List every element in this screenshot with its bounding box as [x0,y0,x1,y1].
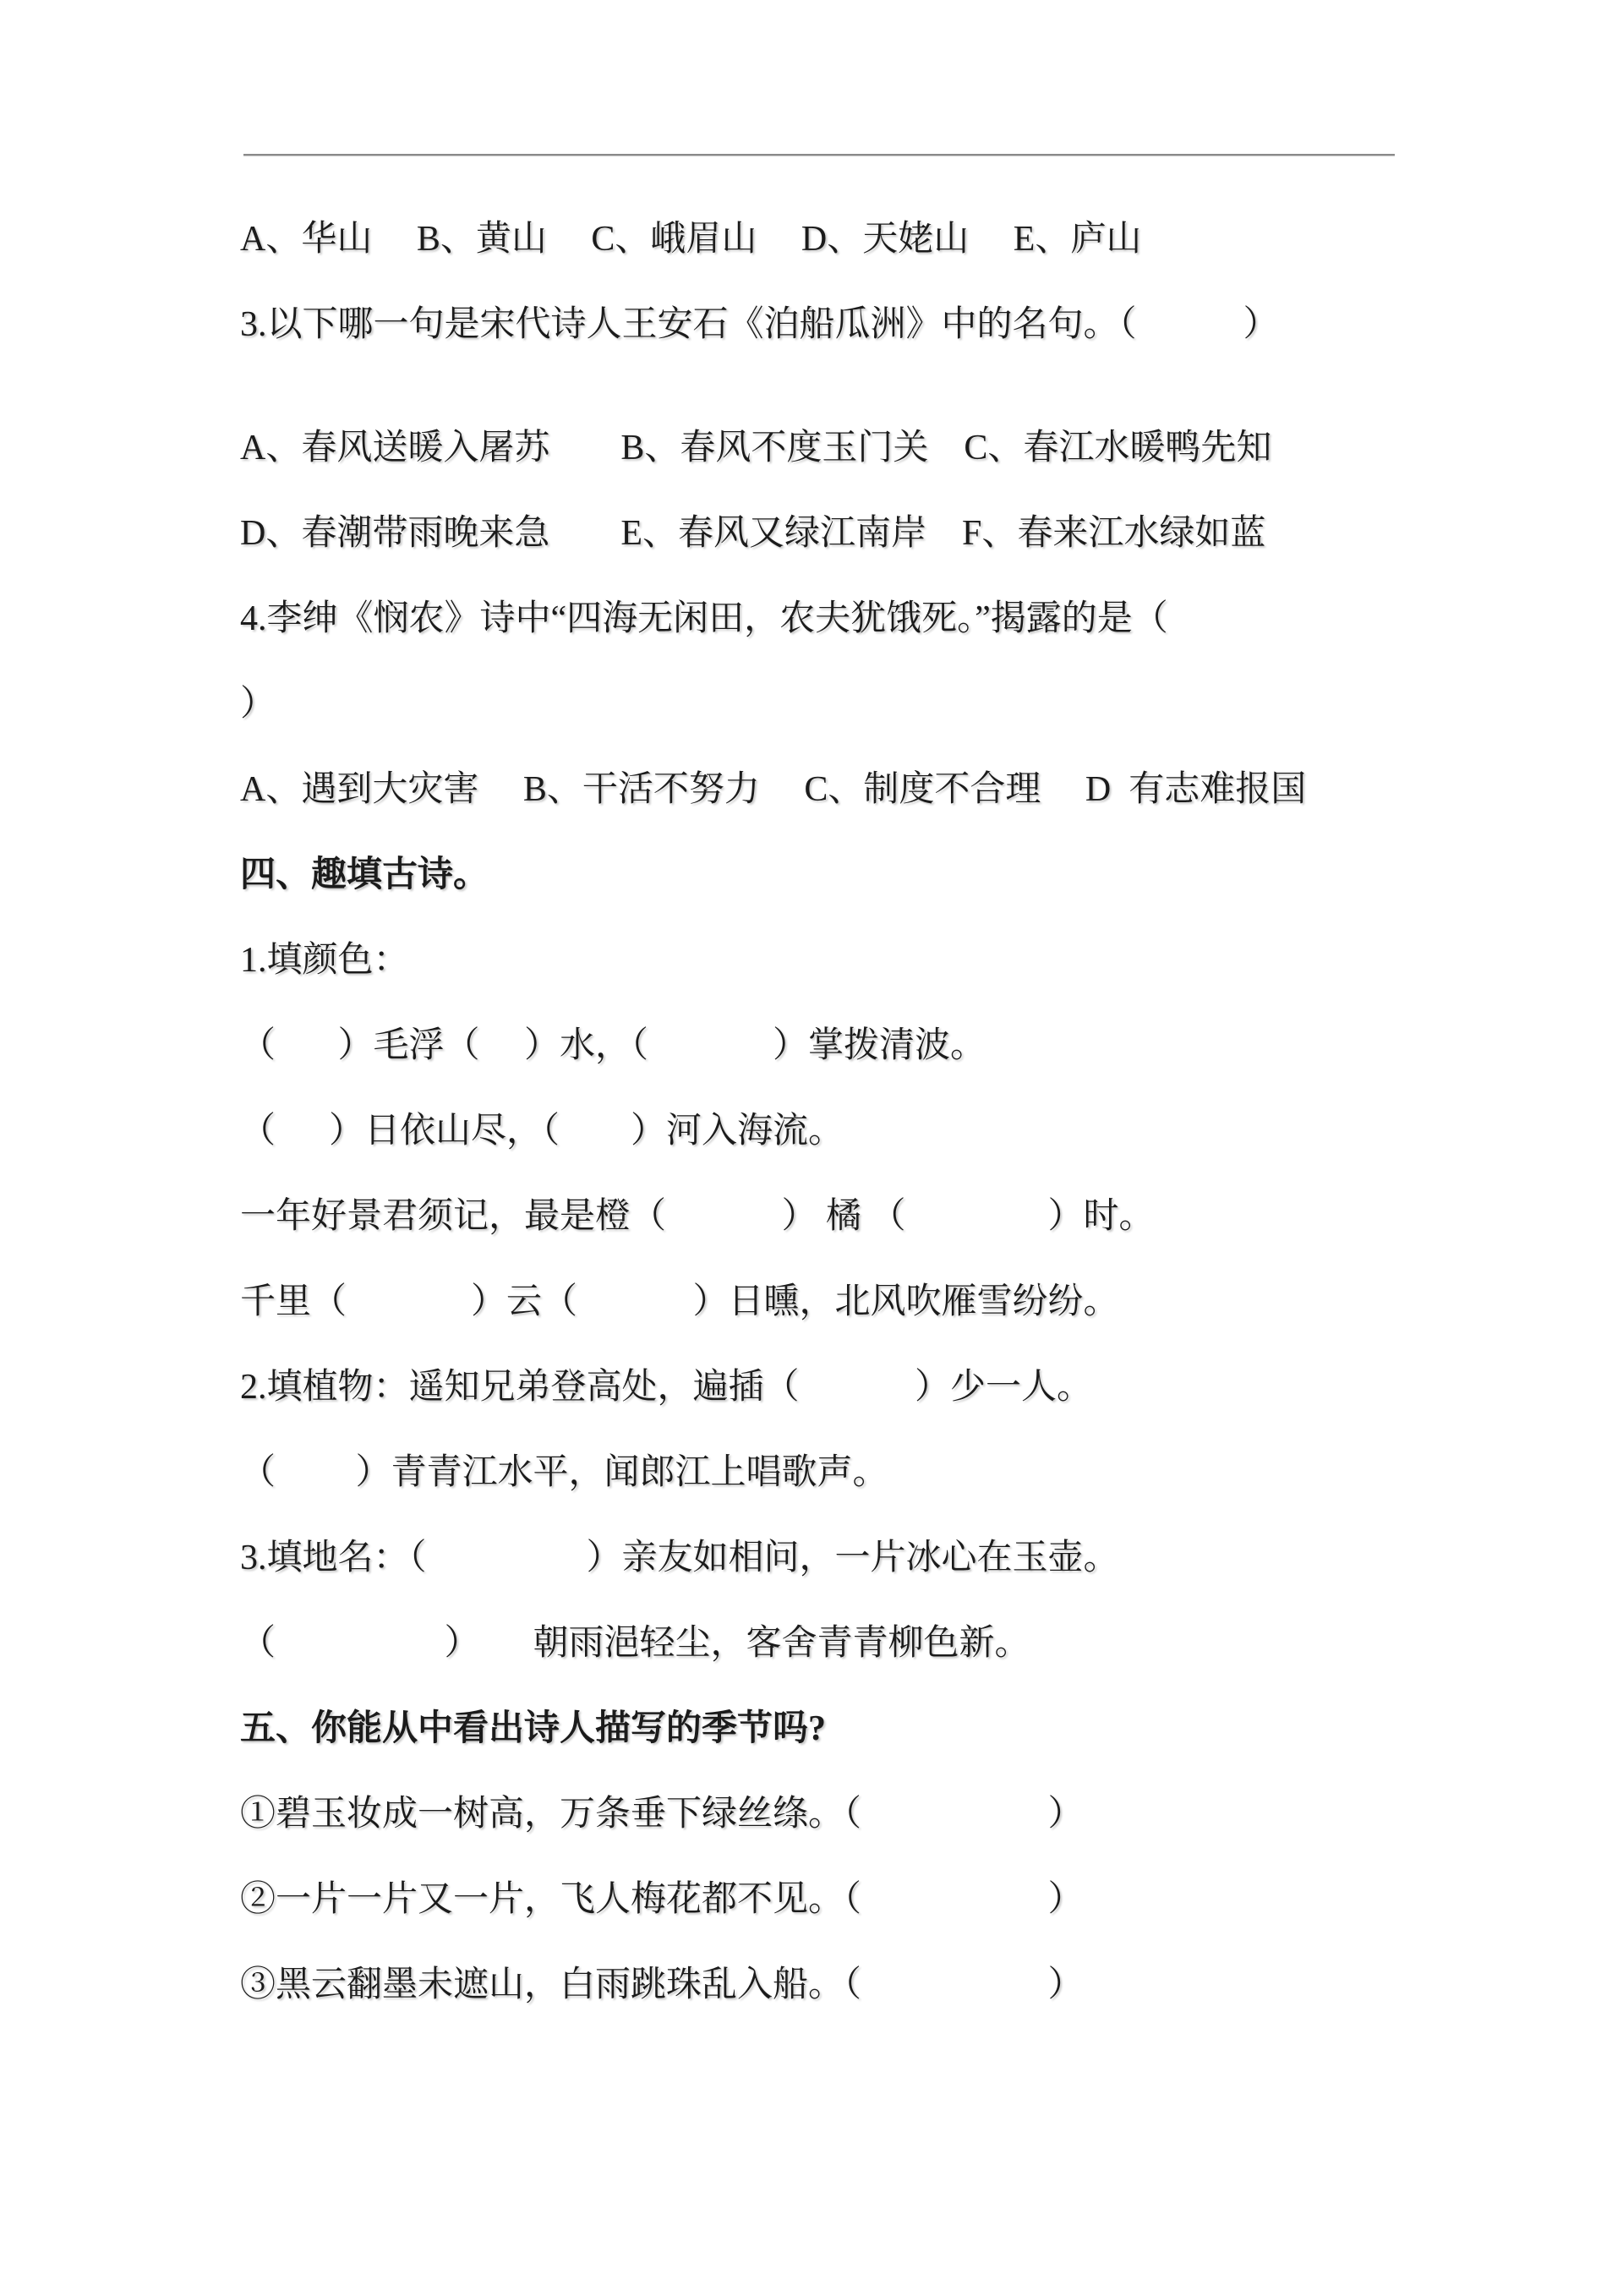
fill-places-line-2: （ ） 朝雨浥轻尘，客舍青青柳色新。 [240,1624,1030,1663]
season-item-3: ③黑云翻墨未遮山，白雨跳珠乱入船。（ ） [240,1965,1084,2004]
fill-colors-line-4: 千里（ ）云（ ）日曛，北风吹雁雪纷纷。 [240,1282,1119,1321]
options-line-mountains: A、华山 B、黄山 C、峨眉山 D、天姥山 E、庐山 [240,220,1142,259]
fill-colors-line-2: （ ）日依山尽，（ ）河入海流。 [240,1112,844,1151]
fill-plants-line-2: （ ）青青江水平，闻郎江上唱歌声。 [240,1453,888,1492]
season-item-1: ①碧玉妆成一树高，万条垂下绿丝绦。（ ） [240,1795,1084,1834]
season-item-2: ②一片一片又一片，飞人梅花都不见。（ ） [240,1880,1084,1919]
section-4-heading: 四、趣填古诗。 [240,856,489,894]
top-divider-line [243,154,1395,156]
question-4-stem: 4.李绅《悯农》诗中“四海无闲田，农夫犹饿死。”揭露的是（ [240,599,1168,638]
section-5-heading: 五、你能从中看出诗人描写的季节吗? [240,1709,827,1748]
fill-colors-line-1: （ ）毛浮（ ）水，（ ）掌拨清波。 [240,1026,986,1065]
fill-plants-line-1: 2.填植物：遥知兄弟登高处，遍插（ ）少一人。 [240,1368,1093,1407]
question-4-close-paren: ） [240,685,276,724]
question-3-options-row-2: D、春潮带雨晚来急 E、春风又绿江南岸 F、春来江水绿如蓝 [240,514,1266,553]
worksheet-content [240,197,1567,2028]
question-3-options-row-1: A、春风送暖入屠苏 B、春风不度玉门关 C、春江水暖鸭先知 [240,429,1272,467]
fill-places-line-1: 3.填地名：（ ）亲友如相问，一片冰心在玉壶。 [240,1539,1119,1577]
fill-colors-label: 1.填颜色： [240,941,409,980]
question-3-stem: 3.以下哪一句是宋代诗人王安石《泊船瓜洲》中的名句。（ ） [240,305,1279,344]
question-4-options: A、遇到大灾害 B、干活不努力 C、制度不合理 D 有志难报国 [240,770,1307,809]
fill-colors-line-3: 一年好景君须记，最是橙（ ） 橘 （ ）时。 [240,1197,1155,1236]
